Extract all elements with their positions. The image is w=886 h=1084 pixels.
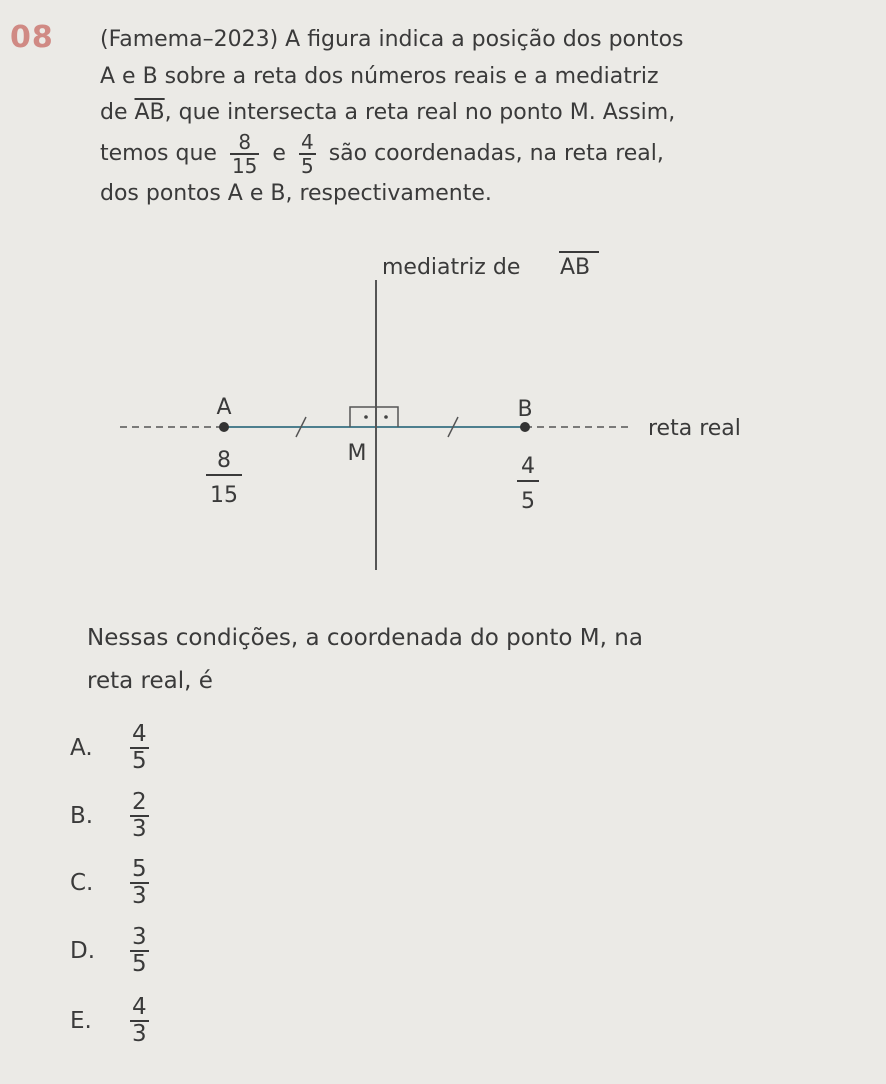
fraction-b-den: 5 bbox=[300, 153, 314, 178]
option-b[interactable] bbox=[70, 786, 149, 846]
point-a-label: A bbox=[216, 395, 232, 420]
point-a-marker bbox=[219, 422, 229, 432]
fraction-a bbox=[230, 129, 259, 178]
option-e-num: 4 bbox=[132, 994, 147, 1020]
coord-a-den: 15 bbox=[210, 483, 238, 508]
option-c-num: 5 bbox=[132, 856, 147, 882]
right-angle-dot-right bbox=[384, 415, 388, 419]
point-b-marker bbox=[520, 422, 530, 432]
statement-line-3 bbox=[100, 95, 820, 132]
question-prompt bbox=[87, 617, 867, 703]
right-angle-mark bbox=[350, 407, 398, 427]
option-e-letter: E. bbox=[70, 1008, 92, 1034]
fraction-b bbox=[299, 129, 316, 178]
number-line-figure bbox=[0, 230, 886, 590]
option-b-num: 2 bbox=[132, 789, 147, 815]
option-c-letter: C. bbox=[70, 870, 94, 896]
statement-text-4a: temos que bbox=[100, 140, 217, 166]
option-b-den: 3 bbox=[132, 816, 147, 842]
option-e[interactable] bbox=[70, 991, 149, 1051]
statement-text-1: A figura indica a posição dos pontos bbox=[285, 27, 684, 52]
coord-a-num: 8 bbox=[217, 448, 231, 473]
option-d-letter: D. bbox=[70, 938, 96, 964]
statement-line-4 bbox=[100, 129, 820, 178]
right-angle-dot-left bbox=[364, 415, 368, 419]
option-a-fraction bbox=[130, 723, 149, 773]
axis-label: reta real bbox=[648, 416, 741, 441]
option-d-fraction bbox=[130, 926, 149, 976]
option-a-num: 4 bbox=[132, 721, 147, 747]
option-b-fraction bbox=[130, 791, 149, 841]
statement-text-4b: e bbox=[272, 140, 286, 166]
statement-text-3b: , que intersecta a reta real no ponto M. Assim, bbox=[164, 100, 676, 125]
option-c-den: 3 bbox=[132, 883, 147, 909]
mediatriz-segment: AB bbox=[560, 255, 591, 280]
point-m-label: M bbox=[347, 441, 367, 466]
coord-b-num: 4 bbox=[521, 454, 535, 479]
segment-ab: $\overline{AB}$ bbox=[134, 100, 165, 125]
option-d-den: 5 bbox=[132, 951, 147, 977]
question-source: (Famema–2023) bbox=[100, 27, 279, 52]
option-e-den: 3 bbox=[132, 1021, 147, 1047]
statement-line-5: dos pontos A e B, respectivamente. bbox=[100, 180, 492, 206]
fraction-b-num: 4 bbox=[300, 129, 314, 154]
option-c[interactable] bbox=[70, 853, 149, 913]
statement-text-4c: são coordenadas, na reta real, bbox=[328, 140, 664, 166]
option-b-letter: B. bbox=[70, 803, 94, 829]
option-d-num: 3 bbox=[132, 924, 147, 950]
question-number: 08 bbox=[10, 20, 54, 55]
option-c-fraction bbox=[130, 858, 149, 908]
question-statement bbox=[100, 22, 820, 212]
mediatriz-label: mediatriz de bbox=[382, 255, 521, 280]
prompt-line-2: reta real, é bbox=[87, 668, 213, 694]
fraction-a-den: 15 bbox=[231, 153, 258, 178]
option-e-fraction bbox=[130, 996, 149, 1046]
coord-b-den: 5 bbox=[521, 489, 535, 514]
fraction-a-num: 8 bbox=[230, 132, 259, 155]
option-d[interactable] bbox=[70, 921, 149, 981]
option-a[interactable] bbox=[70, 718, 149, 778]
statement-line-2: A e B sobre a reta dos números reais e a mediatriz bbox=[100, 63, 659, 89]
prompt-line-1: Nessas condições, a coordenada do ponto M, na bbox=[87, 625, 643, 651]
option-a-den: 5 bbox=[132, 748, 147, 774]
statement-line-1 bbox=[100, 22, 820, 59]
statement-text-3a: de bbox=[100, 100, 135, 125]
point-b-label: B bbox=[517, 397, 533, 422]
option-a-letter: A. bbox=[70, 735, 93, 761]
